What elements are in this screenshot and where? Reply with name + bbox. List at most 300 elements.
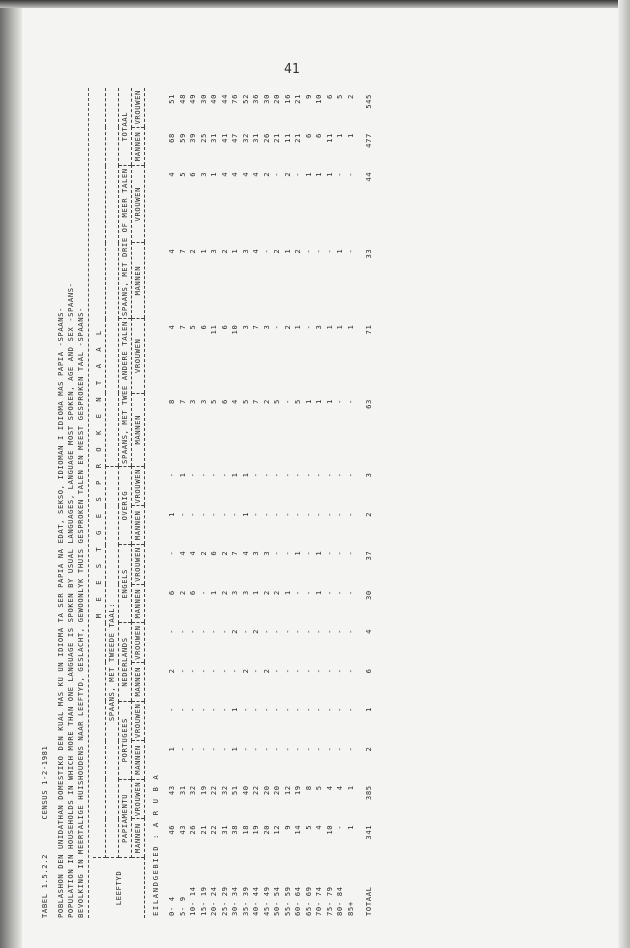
table-row [346, 88, 357, 918]
table-cell: 545 [364, 94, 374, 109]
table-cell: 30 [261, 94, 271, 104]
table-cell: 20 [272, 785, 282, 796]
table-cell: 5 [188, 324, 198, 330]
table-cell: 46 [167, 824, 177, 835]
group-totaal: TOTAAL [119, 88, 132, 166]
age-group-label: 80- 84 [335, 886, 345, 916]
group-papiamentu: PAPIAMENTU [119, 779, 132, 857]
divider [88, 88, 89, 918]
table-row [199, 88, 210, 918]
table-cell: - [335, 746, 345, 752]
table-cell: 12 [282, 785, 292, 796]
age-group-label: 55- 59 [282, 886, 292, 916]
table-cell: 2 [364, 511, 374, 517]
table-cell: - [209, 511, 219, 517]
table-cell: 2 [272, 590, 282, 596]
page-number: 41 [284, 62, 300, 77]
table-cell: 1 [293, 324, 303, 330]
table-cell: - [314, 248, 324, 254]
table-cell: 20 [261, 785, 271, 796]
table-cell: - [335, 511, 345, 517]
table-cell: - [293, 628, 303, 634]
table-cell: - [324, 746, 334, 752]
table-cell: 477 [364, 133, 374, 148]
table-cell: 31 [251, 133, 261, 143]
table-cell: 6 [314, 133, 324, 138]
table-cell: 31 [219, 824, 229, 835]
table-row [325, 88, 336, 918]
table-cell: 1 [198, 248, 208, 254]
table-cell: 51 [230, 785, 240, 796]
table-cell: - [303, 324, 313, 330]
age-group-label: 15- 19 [198, 886, 208, 916]
table-cell: 1 [314, 590, 324, 596]
table-cell: - [272, 746, 282, 752]
table-cell: - [219, 746, 229, 752]
table-cell: - [303, 668, 313, 674]
header-vrouwen: VROUWEN [132, 88, 145, 127]
rotated-table-page [40, 88, 420, 918]
table-cell: 1 [314, 399, 324, 404]
table-cell: 3 [198, 399, 208, 404]
table-cell: - [230, 511, 240, 517]
table-cell: 12 [272, 824, 282, 835]
table-cell: - [314, 746, 324, 752]
table-row [272, 88, 283, 918]
header-mannen: MANNEN [132, 741, 145, 780]
table-cell: 2 [167, 668, 177, 674]
table-cell: 6 [324, 94, 334, 99]
header-vrouwen: VROUWEN [132, 319, 145, 393]
table-cell: 1 [303, 171, 313, 177]
age-group-label: 10- 14 [188, 886, 198, 916]
table-cell: - [177, 707, 187, 713]
age-group-label: 65- 69 [303, 886, 313, 916]
table-cell: 21 [198, 824, 208, 835]
table-cell: - [272, 550, 282, 556]
table-cell: - [240, 707, 250, 713]
age-group-label: 5- 9 [177, 896, 187, 916]
header-vrouwen: VROUWEN [132, 166, 145, 243]
spanner-most-spoken: M E E S T G E S P R O K E N T A A L [93, 88, 106, 858]
age-group-label: 45- 49 [261, 886, 271, 916]
table-cell: - [293, 746, 303, 752]
table-cell: - [209, 628, 219, 634]
table-cell: - [345, 511, 355, 517]
table-cell: - [293, 472, 303, 478]
table-cell: - [282, 472, 292, 478]
header-mannen: MANNEN [132, 662, 145, 701]
language-table [93, 88, 375, 918]
table-cell: 30 [198, 94, 208, 104]
table-cell: 63 [364, 399, 374, 409]
table-cell: - [188, 746, 198, 752]
table-cell: 11 [282, 133, 292, 143]
table-cell: - [261, 248, 271, 254]
table-cell: - [167, 628, 177, 634]
table-cell: - [198, 707, 208, 713]
table-cell: - [345, 628, 355, 634]
table-cell: 3 [240, 248, 250, 254]
table-cell: 6 [219, 324, 229, 330]
table-cell: 4 [335, 785, 345, 791]
table-cell: 5 [209, 399, 219, 404]
table-cell: - [293, 707, 303, 713]
table-cell: 32 [240, 133, 250, 143]
table-row [251, 88, 262, 918]
age-group-label: 70- 74 [314, 886, 324, 916]
table-cell: - [282, 399, 292, 404]
table-cell: 36 [251, 94, 261, 104]
table-row [167, 88, 178, 918]
table-cell: - [282, 550, 292, 556]
table-cell: - [209, 472, 219, 478]
table-cell: - [303, 628, 313, 634]
table-cell: - [272, 707, 282, 713]
table-cell: 3 [261, 324, 271, 330]
table-cell: 1 [251, 590, 261, 596]
table-cell: 49 [188, 94, 198, 104]
table-cell: - [272, 628, 282, 634]
table-cell: - [282, 511, 292, 517]
group-nederlands: NEDERLANDS [119, 623, 132, 701]
table-cell: 4 [240, 171, 250, 177]
table-cell: 26 [261, 133, 271, 143]
table-cell: 6 [198, 324, 208, 330]
table-row [283, 88, 294, 918]
table-cell: - [335, 472, 345, 478]
table-row [188, 88, 199, 918]
table-cell: 9 [282, 824, 292, 830]
table-cell: - [314, 511, 324, 517]
table-cell: 21 [272, 133, 282, 143]
table-cell: - [345, 550, 355, 556]
table-cell: - [251, 707, 261, 713]
table-cell: 21 [293, 94, 303, 104]
age-group-label: 30- 34 [230, 886, 240, 916]
table-cell: 1 [167, 746, 177, 752]
table-cell: 3 [198, 171, 208, 177]
table-cell: 22 [209, 785, 219, 796]
table-cell: 22 [209, 824, 219, 835]
table-cell: - [188, 668, 198, 674]
table-cell: - [272, 511, 282, 517]
table-cell: 1 [282, 248, 292, 254]
table-cell: 71 [364, 324, 374, 335]
table-cell: 26 [188, 824, 198, 835]
table-cell: 31 [209, 133, 219, 143]
table-cell: 10 [324, 824, 334, 835]
table-cell: 6 [303, 133, 313, 138]
table-cell: 20 [261, 824, 271, 835]
table-row [335, 88, 346, 918]
table-cell: - [293, 668, 303, 674]
table-cell: 5 [240, 399, 250, 404]
table-cell: - [209, 668, 219, 674]
table-cell: - [177, 511, 187, 517]
table-cell: 2 [293, 248, 303, 254]
table-cell: 1 [167, 511, 177, 517]
table-cell: - [314, 707, 324, 713]
table-cell: 4 [240, 550, 250, 556]
table-cell: - [324, 248, 334, 254]
table-cell: 1 [324, 399, 334, 404]
table-cell: 2 [261, 171, 271, 177]
table-cell: 20 [272, 94, 282, 104]
table-cell: 1 [240, 511, 250, 517]
table-cell: 2 [219, 248, 229, 254]
table-cell: - [240, 628, 250, 634]
table-cell: - [219, 511, 229, 517]
table-cell: - [303, 511, 313, 517]
table-cell: - [251, 472, 261, 478]
table-cell: 14 [293, 824, 303, 835]
table-cell: 47 [230, 133, 240, 143]
header-mannen: MANNEN [132, 584, 145, 623]
table-cell: - [293, 511, 303, 517]
table-cell: 2 [282, 171, 292, 177]
table-cell: 2 [251, 628, 261, 634]
table-cell: 33 [364, 248, 374, 259]
table-cell: 6 [209, 550, 219, 556]
table-cell: 2 [261, 590, 271, 596]
table-cell: 3 [261, 550, 271, 556]
table-cell: - [272, 472, 282, 478]
table-cell: - [261, 746, 271, 752]
table-cell: - [198, 668, 208, 674]
table-cell: 51 [167, 94, 177, 104]
table-cell: 7 [251, 399, 261, 404]
table-cell: 43 [177, 824, 187, 835]
region-label: EILANDGEBIED : A R U B A [151, 773, 160, 916]
table-cell: 43 [167, 785, 177, 796]
age-group-label: 35- 39 [240, 886, 250, 916]
table-cell: 6 [167, 590, 177, 596]
table-cell: 1 [345, 133, 355, 138]
table-cell: - [282, 668, 292, 674]
table-cell: 4 [324, 785, 334, 791]
table-cell: 5 [272, 399, 282, 404]
table-cell: - [219, 472, 229, 478]
header-mannen: MANNEN [132, 819, 145, 858]
title-english: POPULATION IN HOUSEHOLDS IN WHICH MORE THAN ONE LANGUAGE IS SPOKEN BY USUAL LANGUAGES, LANGUAGE MOST SPOKEN, AGE AND SEX -SPAANS- [66, 282, 75, 918]
table-cell: - [293, 590, 303, 596]
age-group-label: 85+ [345, 901, 355, 916]
table-cell: 1 [240, 472, 250, 478]
table-cell: - [282, 746, 292, 752]
table-cell: 4 [230, 399, 240, 404]
table-cell: 1 [324, 324, 334, 330]
table-cell: - [230, 668, 240, 674]
table-cell: 4 [177, 550, 187, 556]
table-cell: - [303, 472, 313, 478]
table-cell: 1 [230, 707, 240, 713]
table-cell: - [324, 707, 334, 713]
table-cell: 5 [177, 171, 187, 177]
table-cell: 8 [167, 399, 177, 404]
table-cell: 7 [177, 399, 187, 404]
table-cell: - [335, 590, 345, 596]
table-cell: 1 [209, 171, 219, 177]
group-overig: OVERIG [119, 466, 132, 544]
title-papiamentu: POBLASHON DEN UNIDATHAN DOMESTIKO DEN KUAL MAS KU UN IDIOMA TA SER PAPIA NA EDAT, SEKSO, IDIOMAN I IDIOMA MAS PAPIA -SPAANS- [56, 307, 65, 918]
table-cell: - [282, 707, 292, 713]
header-mannen: MANNEN [132, 127, 145, 166]
table-cell: - [324, 472, 334, 478]
table-cell: 16 [282, 94, 292, 104]
table-cell: 4 [167, 324, 177, 330]
title-dutch: BEVOLKING IN MEERTALIGE HUISHOUDENS NAAR LEEFTYD, GESLACHT, GEWOONLYK THUIS GESPROKEN TALEN EN MEEST GESPROKEN TAAL -SPAANS- [76, 307, 85, 918]
table-cell: 19 [293, 785, 303, 796]
table-cell: 1 [230, 746, 240, 752]
table-row [314, 88, 325, 918]
header-vrouwen: VROUWEN [132, 701, 145, 741]
table-cell: 1 [364, 707, 374, 713]
table-cell: - [167, 707, 177, 713]
table-cell: 1 [177, 472, 187, 478]
table-cell: - [209, 746, 219, 752]
table-cell: 3 [251, 550, 261, 556]
table-cell: - [198, 472, 208, 478]
header-mannen: MANNEN [132, 393, 145, 466]
table-cell: - [198, 628, 208, 634]
table-cell: 3 [314, 324, 324, 330]
table-cell: - [272, 668, 282, 674]
table-cell: 1 [335, 324, 345, 330]
table-cell: - [303, 707, 313, 713]
table-cell: - [335, 399, 345, 404]
header-vrouwen: VROUWEN [132, 466, 145, 506]
table-cell: 1 [335, 133, 345, 138]
header-vrouwen: VROUWEN [132, 545, 145, 585]
table-cell: 48 [177, 94, 187, 104]
table-cell: 3 [209, 248, 219, 254]
table-cell: - [261, 628, 271, 634]
table-cell: 1 [293, 550, 303, 556]
table-cell: 4 [219, 171, 229, 177]
table-cell: - [188, 707, 198, 713]
table-cell: 40 [209, 94, 219, 104]
table-cell: - [335, 171, 345, 177]
table-cell: 68 [167, 133, 177, 143]
table-cell: 3 [240, 590, 250, 596]
table-cell: - [209, 707, 219, 713]
table-cell: - [335, 668, 345, 674]
age-group-label: 40- 44 [251, 886, 261, 916]
age-group-label: TOTAAL [364, 886, 374, 916]
table-cell: - [314, 628, 324, 634]
table-cell: 4 [314, 824, 324, 830]
table-cell: 4 [167, 248, 177, 254]
sex-header-row [132, 88, 145, 918]
table-cell: - [282, 628, 292, 634]
table-cell: 2 [177, 590, 187, 596]
table-cell: - [272, 171, 282, 177]
table-cell: 2 [345, 94, 355, 99]
table-cell: 1 [345, 785, 355, 791]
table-cell: 1 [209, 590, 219, 596]
header-mannen: MANNEN [132, 243, 145, 319]
table-cell: 11 [324, 133, 334, 143]
table-cell: 1 [314, 171, 324, 177]
table-cell: 30 [364, 590, 374, 601]
table-cell: - [198, 746, 208, 752]
table-cell: 5 [293, 399, 303, 404]
table-cell: - [219, 707, 229, 713]
table-cell: - [345, 472, 355, 478]
table-cell: - [314, 668, 324, 674]
table-cell: 7 [251, 324, 261, 330]
age-group-label: 75- 79 [324, 886, 334, 916]
table-cell: 4 [188, 550, 198, 556]
table-cell: 59 [177, 133, 187, 143]
table-cell: 8 [303, 785, 313, 791]
table-cell: - [251, 746, 261, 752]
table-cell: 1 [335, 248, 345, 254]
table-row [293, 88, 304, 918]
table-cell: - [188, 628, 198, 634]
table-cell: - [324, 628, 334, 634]
group-portugees: PORTUGEES [119, 701, 132, 779]
table-cell: - [177, 668, 187, 674]
table-cell: - [272, 324, 282, 330]
table-cell: - [335, 824, 345, 830]
table-cell: 3 [230, 590, 240, 596]
table-cell: 7 [177, 324, 187, 330]
table-cell: - [219, 668, 229, 674]
table-cell: - [345, 707, 355, 713]
table-cell: 2 [240, 668, 250, 674]
table-cell: - [345, 590, 355, 596]
table-cell: 25 [198, 133, 208, 143]
table-cell: - [324, 511, 334, 517]
table-cell: 5 [335, 94, 345, 99]
header-vrouwen: VROUWEN [132, 623, 145, 663]
table-cell: 2 [198, 550, 208, 556]
table-cell: - [167, 472, 177, 478]
table-cell: 19 [251, 824, 261, 835]
table-cell: 32 [188, 785, 198, 796]
table-cell: 22 [251, 785, 261, 796]
table-cell: - [261, 511, 271, 517]
table-row [262, 88, 273, 918]
table-cell: 37 [364, 550, 374, 561]
age-group-label: 50- 54 [272, 886, 282, 916]
table-row [241, 88, 252, 918]
table-cell: - [324, 590, 334, 596]
table-cell: - [303, 590, 313, 596]
table-cell: - [198, 590, 208, 596]
table-cell: 1 [230, 248, 240, 254]
age-group-label: 0- 4 [167, 896, 177, 916]
table-cell: 2 [219, 550, 229, 556]
table-cell: - [240, 746, 250, 752]
table-cell: - [303, 550, 313, 556]
table-cell: - [324, 550, 334, 556]
table-cell: 1 [345, 324, 355, 330]
table-cell: 385 [364, 785, 374, 801]
table-cell: 2 [282, 324, 292, 330]
group-drie-talen: SPAANS, MET DRIE OF MEER TALEN [119, 166, 132, 319]
table-cell: 40 [240, 785, 250, 796]
table-cell: - [345, 171, 355, 177]
table-cell: 4 [230, 171, 240, 177]
table-cell: - [251, 511, 261, 517]
table-cell: - [345, 746, 355, 752]
table-cell: 1 [303, 399, 313, 404]
age-group-label: 60- 64 [293, 886, 303, 916]
table-cell: - [293, 171, 303, 177]
